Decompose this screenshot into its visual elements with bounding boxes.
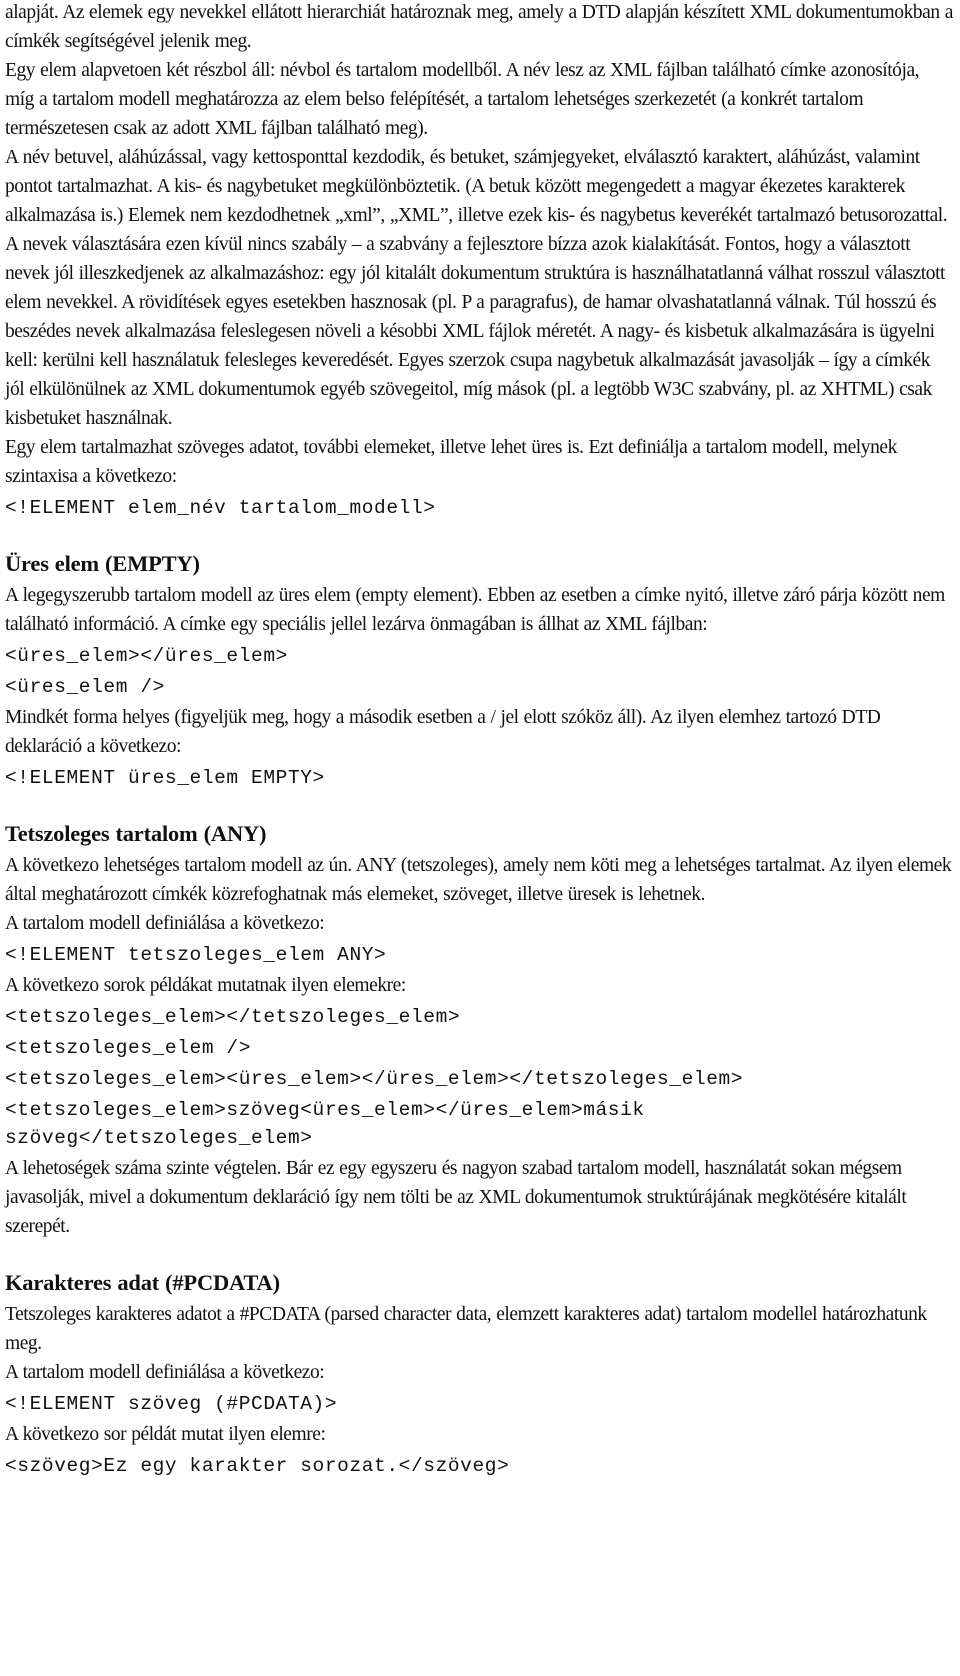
paragraph-pcdata-example-intro: A következo sor példát mutat ilyen elemre: <box>5 1424 326 1445</box>
paragraph-any-remarks: A lehetoségek száma szinte végtelen. Bár ez egy egyszeru és nagyon szabad tartalom modell, használatát sokan mégsem javasolják, mivel a dokumentum deklaráció így nem tölti be az XML dokumentumok struktúrájának megkötésére kitalált szerepét. <box>5 1158 907 1237</box>
code-any-example-4: <tetszoleges_elem>szöveg<üres_elem></üres_elem>másik szöveg</tetszoleges_elem> <box>5 1099 645 1149</box>
code-any-declaration: <!ELEMENT tetszoleges_elem ANY> <box>5 944 387 966</box>
paragraph-content-model-intro: Egy elem tartalmazhat szöveges adatot, további elemeket, illetve lehet üres is. Ezt definiálja a tartalom modell, melynek szintaxisa a következo: <box>5 437 897 487</box>
code-empty-self-closing: <üres_elem /> <box>5 676 165 698</box>
code-pcdata-declaration: <!ELEMENT szöveg (#PCDATA)> <box>5 1393 338 1415</box>
paragraph-any-definition-intro: A tartalom modell definiálása a következo: <box>5 913 325 934</box>
paragraph-intro-continued: alapját. Az elemek egy nevekkel ellátott hierarchiát határoznak meg, amely a DTD alapján készített XML dokumentumokban a címkék segítségével jelenik meg. <box>5 2 953 52</box>
paragraph-pcdata-definition-intro: A tartalom modell definiálása a következo: <box>5 1362 325 1383</box>
paragraph-empty-element: A legegyszerubb tartalom modell az üres elem (empty element). Ebben az esetben a címke nyitó, illetve záró párja között nem található információ. A címke egy speciális jellel lezárva önmagában is állhat az XML fájlban: <box>5 585 945 635</box>
paragraph-any-content: A következo lehetséges tartalom modell az ún. ANY (tetszoleges), amely nem köti meg a lehetséges tartalmat. Az ilyen elemek által meghatározott címkék közrefoghatnak más elemeket, szöveget, illetve üresek is lehetnek. <box>5 855 952 905</box>
code-any-example-3: <tetszoleges_elem><üres_elem></üres_elem></tetszoleges_elem> <box>5 1068 744 1090</box>
document-page <box>5 0 953 1482</box>
code-any-example-2: <tetszoleges_elem /> <box>5 1037 252 1059</box>
code-pcdata-example: <szöveg>Ez egy karakter sorozat.</szöveg> <box>5 1455 510 1477</box>
paragraph-element-parts: Egy elem alapvetoen két részbol áll: névbol és tartalom modellből. A név lesz az XML fájlban található címke azonosítója, míg a tartalom modell meghatározza az elem belso felépítését, a tartalom lehetséges szerkezetét (a konkrét tartalom természetesen csak az adott XML fájlban található meg). <box>5 60 920 139</box>
heading-empty-element: Üres elem (EMPTY) <box>5 551 200 576</box>
heading-pcdata: Karakteres adat (#PCDATA) <box>5 1270 280 1295</box>
heading-any-content: Tetszoleges tartalom (ANY) <box>5 821 267 846</box>
paragraph-naming-rules: A név betuvel, aláhúzással, vagy kettosponttal kezdodik, és betuket, számjegyeket, elválasztó karaktert, aláhúzást, valamint pontot tartalmazhat. A kis- és nagybetuket megkülönböztetik. (A betuk között megengedett a magyar ékezetes karakterek alkalmazása is.) Elemek nem kezdodhetnek „xml”, „XML”, illetve ezek kis- és nagybetus keverékét tartalmazó betusorozattal. A nevek választására ezen kívül nincs szabály – a szabvány a fejlesztore bízza azok kialakítását. Fontos, hogy a választott nevek jól illeszkedjenek az alkalmazáshoz: egy jól kitalált dokumentum struktúra is használhatatlanná válhat rosszul választott elem nevekkel. A rövidítések egyes esetekben hasznosak (pl. P a paragrafus), de hamar olvashatatlanná válnak. Túl hosszú és beszédes nevek alkalmazása feleslegesen növeli a késobbi XML fájlok méretét. A nagy- és kisbetuk alkalmazására is ügyelni kell: kerülni kell használatuk felesleges keveredését. Egyes szerzok csupa nagybetuk alkalmazását javasolják – így a címkék jól elkülönülnek az XML dokumentumok egyéb szövegeitol, míg mások (pl. a legtöbb W3C szabvány, pl. az XHTML) csak kisbetuket használnak. <box>5 147 948 429</box>
paragraph-pcdata: Tetszoleges karakteres adatot a #PCDATA (parsed character data, elemzett karakteres adat) tartalom modellel határozhatunk meg. <box>5 1304 927 1354</box>
paragraph-any-examples-intro: A következo sorok példákat mutatnak ilyen elemekre: <box>5 975 406 996</box>
code-element-syntax: <!ELEMENT elem_név tartalom_modell> <box>5 497 436 519</box>
code-empty-pair: <üres_elem></üres_elem> <box>5 645 288 667</box>
code-any-example-1: <tetszoleges_elem></tetszoleges_elem> <box>5 1006 461 1028</box>
paragraph-empty-dtd: Mindkét forma helyes (figyeljük meg, hogy a második esetben a / jel elott szóköz áll). Az ilyen elemhez tartozó DTD deklaráció a következo: <box>5 707 881 757</box>
code-empty-declaration: <!ELEMENT üres_elem EMPTY> <box>5 767 325 789</box>
